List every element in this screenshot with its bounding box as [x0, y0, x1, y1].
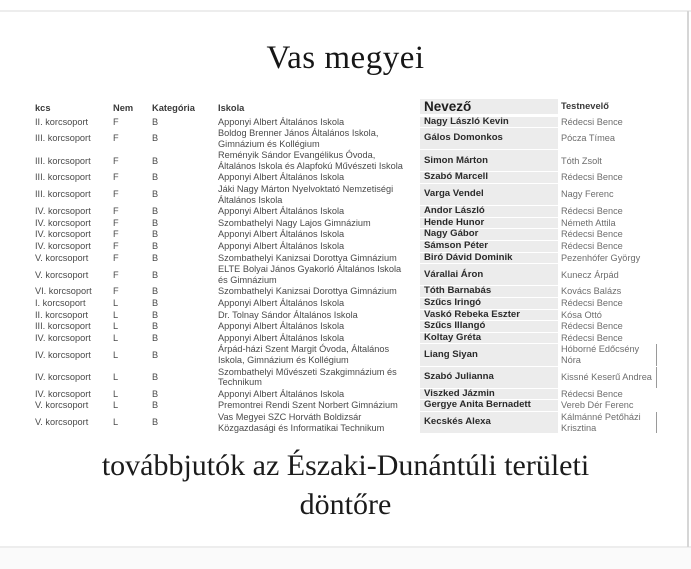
cell-nevezo: Andor László — [420, 206, 558, 217]
cell-nevezo: Kecskés Alexa — [420, 412, 558, 433]
cell-nevezo: Hende Hunor — [420, 218, 558, 229]
cell-kategoria: B — [152, 172, 159, 183]
cell-kategoria: B — [152, 116, 159, 127]
cell-kategoria: B — [152, 133, 159, 144]
cell-nem: F — [113, 133, 119, 144]
cell-testnevelo: Tóth Zsolt — [561, 155, 602, 166]
cell-nevezo: Biró Dávid Dominik — [420, 253, 558, 264]
table-header-row — [35, 99, 657, 116]
cell-testnevelo: Rédecsi Bence — [561, 388, 623, 399]
cell-kategoria: B — [152, 269, 159, 280]
cell-kategoria: B — [152, 332, 159, 343]
cell-nevezo: Nagy László Kevin — [420, 117, 558, 128]
table-row — [35, 400, 657, 412]
cell-testnevelo: Kissné Keserű Andrea — [558, 367, 657, 388]
cell-kategoria: B — [152, 371, 159, 382]
cell-nem: L — [113, 298, 119, 308]
cell-nem: L — [113, 349, 119, 360]
table-row — [35, 116, 657, 128]
table-row — [35, 411, 657, 433]
table-row — [35, 286, 657, 298]
cell-kcs: IV. korcsoport — [35, 332, 91, 343]
page-title: Vas megyei — [266, 40, 425, 76]
cell-testnevelo: Rédecsi Bence — [561, 321, 623, 332]
cell-testnevelo: Rédecsi Bence — [561, 172, 623, 183]
footer-line-2: döntőre — [299, 488, 392, 521]
table-row — [35, 241, 657, 253]
cell-kcs: IV. korcsoport — [35, 349, 91, 360]
cell-nem: F — [113, 206, 119, 217]
cell-iskola: Apponyi Albert Általános Iskola — [218, 229, 345, 240]
bottom-strip — [0, 548, 691, 569]
cell-nem: F — [113, 189, 119, 200]
cell-kcs: III. korcsoport — [35, 189, 91, 200]
cell-nevezo: Viszked Jázmin — [420, 389, 558, 400]
cell-iskola: Apponyi Albert Általános Iskola — [218, 172, 345, 183]
cell-nem: L — [113, 388, 119, 399]
cell-nevezo: Szabó Marcell — [420, 172, 558, 183]
cell-nevezo: Gergye Anita Bernadett — [420, 400, 558, 411]
cell-nem: F — [113, 172, 119, 183]
cell-nevezo: Szabó Julianna — [420, 367, 558, 388]
cell-nevezo: Varga Vendel — [420, 184, 558, 205]
cell-kategoria: B — [152, 400, 159, 411]
cell-nem: F — [113, 155, 119, 166]
table-row — [35, 128, 657, 150]
cell-kategoria: B — [152, 298, 159, 308]
top-frame-line — [0, 10, 691, 12]
table-row — [35, 264, 657, 286]
cell-kcs: V. korcsoport — [35, 417, 89, 428]
cell-kategoria: B — [152, 286, 159, 297]
cell-kcs: III. korcsoport — [35, 172, 91, 183]
cell-iskola: Boldog Brenner János Általános Iskola, Gimnázium és Kollégium — [218, 128, 379, 149]
cell-iskola: ELTE Bolyai János Gyakorló Általános Iskola és Gimnázium — [218, 264, 402, 285]
cell-nevezo: Gálos Domonkos — [420, 128, 558, 149]
cell-nevezo: Simon Márton — [420, 150, 558, 171]
cell-kategoria: B — [152, 189, 159, 200]
results-table — [35, 99, 657, 434]
cell-iskola: Apponyi Albert Általános Iskola — [218, 321, 345, 332]
cell-kcs: IV. korcsoport — [35, 388, 91, 399]
cell-kcs: IV. korcsoport — [35, 229, 91, 240]
cell-iskola: Premontrei Rendi Szent Norbert Gimnázium — [218, 400, 398, 411]
cell-kcs: I. korcsoport — [35, 298, 86, 308]
cell-kategoria: B — [152, 155, 159, 166]
cell-testnevelo: Rédecsi Bence — [561, 241, 623, 252]
cell-kategoria: B — [152, 241, 159, 252]
footer-line-1: továbbjutók az Északi-Dunántúli területi — [101, 449, 590, 482]
cell-testnevelo: Kunecz Árpád — [561, 269, 619, 280]
cell-kategoria: B — [152, 229, 159, 240]
table-row — [35, 344, 657, 366]
table-row — [35, 332, 657, 344]
cell-iskola: Apponyi Albert Általános Iskola — [218, 116, 345, 127]
table-row — [35, 229, 657, 241]
cell-iskola: Dr. Tolnay Sándor Általános Iskola — [218, 309, 358, 320]
cell-nevezo: Sámson Péter — [420, 241, 558, 252]
cell-iskola: Vas Megyei SZC Horváth Boldizsár Közgazdasági és Informatikai Technikum — [218, 411, 385, 433]
cell-nem: F — [113, 286, 119, 297]
column-header-nevezo: Nevező — [420, 99, 558, 114]
cell-iskola: Jáki Nagy Márton Nyelvoktató Nemzetiségi Általános Iskola — [218, 184, 394, 205]
cell-nem: L — [113, 417, 119, 428]
column-header-testnevelo: Testnevelő — [558, 99, 657, 114]
table-row — [35, 388, 657, 400]
table-body — [35, 116, 657, 434]
cell-iskola: Szombathelyi Nagy Lajos Gimnázium — [218, 217, 371, 228]
table-row — [35, 321, 657, 333]
cell-testnevelo: Rédecsi Bence — [561, 116, 623, 127]
cell-testnevelo: Pócza Tímea — [561, 133, 615, 144]
cell-kcs: III. korcsoport — [35, 133, 91, 144]
cell-testnevelo: Rédecsi Bence — [561, 298, 623, 308]
cell-nevezo: Vaskó Rebeka Eszter — [420, 310, 558, 321]
cell-testnevelo: Hóborné Edőcsény Nóra — [558, 344, 657, 365]
cell-nevezo: Koltay Gréta — [420, 333, 558, 344]
cell-kategoria: B — [152, 349, 159, 360]
cell-kcs: IV. korcsoport — [35, 241, 91, 252]
cell-testnevelo: Rédecsi Bence — [561, 332, 623, 343]
cell-nem: F — [113, 229, 119, 240]
column-header-nem: Nem — [113, 103, 134, 113]
cell-nevezo: Szűcs Iringó — [420, 298, 558, 309]
cell-nem: L — [113, 309, 119, 320]
cell-kcs: II. korcsoport — [35, 309, 89, 320]
cell-iskola: Reményik Sándor Evangélikus Óvoda, Általános Iskola és Alapfokú Művészeti Iskola — [218, 150, 403, 171]
cell-testnevelo: Vereb Dér Ferenc — [561, 400, 634, 411]
footer-text — [0, 446, 691, 524]
cell-nem: F — [113, 217, 119, 228]
column-header-kcs: kcs — [35, 103, 51, 113]
cell-nem: L — [113, 400, 119, 411]
cell-testnevelo: Kósa Ottó — [561, 309, 602, 320]
cell-testnevelo: Kovács Balázs — [561, 286, 622, 297]
cell-nem: F — [113, 269, 119, 280]
cell-nem: L — [113, 332, 119, 343]
column-header-iskola: Iskola — [218, 103, 245, 113]
cell-testnevelo: Németh Attila — [561, 217, 616, 228]
cell-kcs: V. korcsoport — [35, 252, 89, 263]
table-row — [35, 309, 657, 321]
cell-nem: F — [113, 116, 119, 127]
cell-kategoria: B — [152, 388, 159, 399]
cell-kcs: VI. korcsoport — [35, 286, 92, 297]
cell-testnevelo: Kálmánné Petőházi Krisztina — [558, 412, 657, 433]
table-row — [35, 217, 657, 229]
cell-nem: F — [113, 241, 119, 252]
cell-kategoria: B — [152, 217, 159, 228]
cell-kategoria: B — [152, 206, 159, 217]
cell-nem: L — [113, 321, 119, 332]
cell-kcs: III. korcsoport — [35, 321, 91, 332]
cell-nevezo: Tóth Barnabás — [420, 286, 558, 297]
cell-iskola: Apponyi Albert Általános Iskola — [218, 332, 345, 343]
cell-testnevelo: Rédecsi Bence — [561, 206, 623, 217]
cell-kcs: II. korcsoport — [35, 116, 89, 127]
bottom-frame-line — [0, 546, 691, 548]
cell-kategoria: B — [152, 252, 159, 263]
table-row — [35, 298, 657, 310]
cell-kcs: V. korcsoport — [35, 400, 89, 411]
table-row — [35, 150, 657, 172]
cell-testnevelo: Pezenhófer György — [561, 252, 641, 263]
cell-kcs: III. korcsoport — [35, 155, 91, 166]
cell-kategoria: B — [152, 309, 159, 320]
cell-iskola: Apponyi Albert Általános Iskola — [218, 206, 345, 217]
cell-kcs: V. korcsoport — [35, 269, 89, 280]
table-row — [35, 252, 657, 264]
cell-kcs: IV. korcsoport — [35, 371, 91, 382]
cell-iskola: Szombathelyi Kanizsai Dorottya Gimnázium — [218, 286, 397, 297]
cell-iskola: Árpád-házi Szent Margit Óvoda, Általános Iskola, Gimnázium és Kollégium — [218, 344, 390, 365]
cell-testnevelo: Rédecsi Bence — [561, 229, 623, 240]
cell-nevezo: Liang Siyan — [420, 344, 558, 365]
table-row — [35, 172, 657, 184]
table-row — [35, 184, 657, 206]
cell-nevezo: Nagy Gábor — [420, 229, 558, 240]
cell-kategoria: B — [152, 417, 159, 428]
column-header-kategoria: Kategória — [152, 103, 195, 113]
cell-nem: F — [113, 252, 119, 263]
right-frame-line — [687, 11, 689, 547]
table-row — [35, 206, 657, 218]
cell-iskola: Szombathelyi Kanizsai Dorottya Gimnázium — [218, 252, 397, 263]
cell-kategoria: B — [152, 321, 159, 332]
cell-iskola: Apponyi Albert Általános Iskola — [218, 298, 345, 308]
cell-nevezo: Várallai Áron — [420, 264, 558, 285]
table-row — [35, 366, 657, 388]
cell-nem: L — [113, 371, 119, 382]
cell-testnevelo: Nagy Ferenc — [561, 189, 614, 200]
cell-iskola: Szombathelyi Művészeti Szakgimnázium és Technikum — [218, 366, 397, 388]
cell-kcs: IV. korcsoport — [35, 206, 91, 217]
cell-nevezo: Szűcs Illangó — [420, 321, 558, 332]
cell-kcs: IV. korcsoport — [35, 217, 91, 228]
cell-iskola: Apponyi Albert Általános Iskola — [218, 388, 345, 399]
cell-iskola: Apponyi Albert Általános Iskola — [218, 241, 345, 252]
